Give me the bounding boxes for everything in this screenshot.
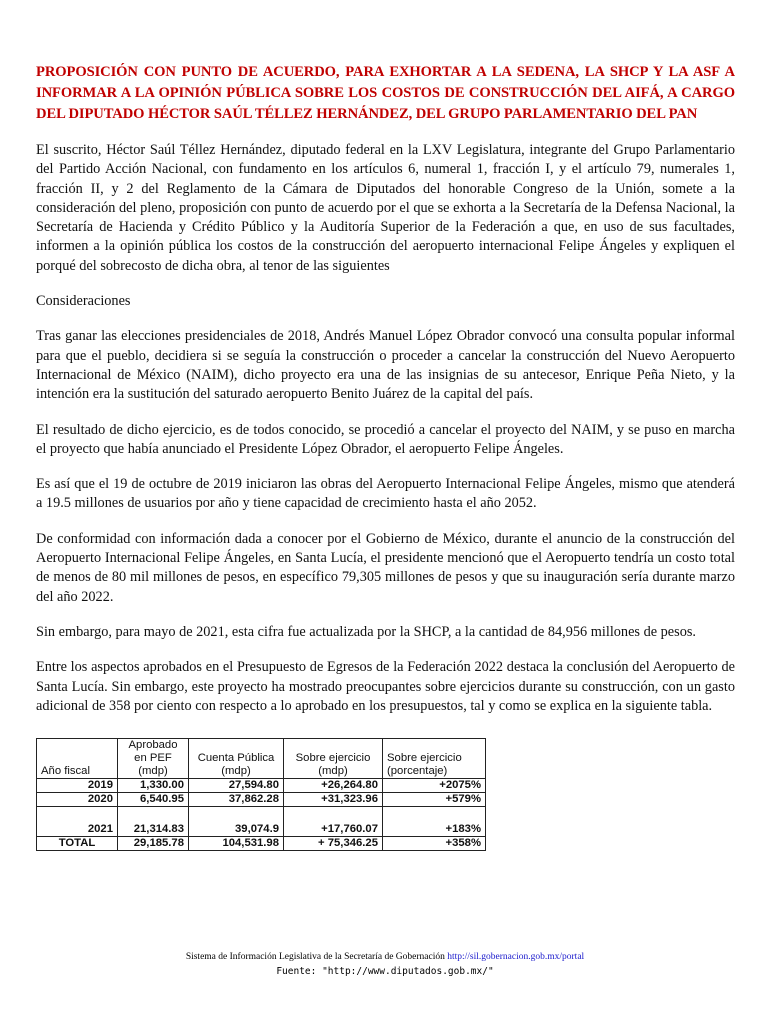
cell-overspend-mdp: +26,264.80 <box>284 779 383 793</box>
table-row <box>37 793 486 807</box>
section-heading: Consideraciones <box>36 293 131 310</box>
footer-source-text: Sistema de Información Legislativa de la Secretaría de Gobernación <box>185 952 445 962</box>
cell-approved: 21,314.83 <box>118 807 189 837</box>
header-cell-year: Año fiscal <box>37 739 118 779</box>
cell-overspend-mdp: +31,323.96 <box>284 793 383 807</box>
header-cell-overspend-percent <box>383 739 486 779</box>
cell-overspend-percent: +183% <box>383 807 486 837</box>
header-line: (porcentaje) <box>387 765 448 778</box>
cell-approved: 29,185.78 <box>118 837 189 851</box>
header-cell-overspend-mdp <box>284 739 383 779</box>
intro-paragraph: El suscrito, Héctor Saúl Téllez Hernández, diputado federal en la LXV Legislatura, integrante del Grupo Parlamentario del Partido Acción Nacional, con fundamento en los artículos 6, numeral 1, fracción I, y el artículo 79, numerales 1, fracción II, y 2 del Reglamento de la Cámara de Diputados del honorable Congreso de la Unión, somete a la consideración del pleno, proposición con punto de acuerdo por el que se exhorta a la Secretaría de la Defensa Nacional, la Secretaría de Hacienda y Crédito Público y la Auditoría Superior de la Federación a que, en uso de sus facultades, informen a la opinión pública los costos de la construcción del aeropuerto internacional Felipe Ángeles y expliquen el porqué del sobrecosto de dicha obra, al tenor de las siguientes <box>36 142 735 274</box>
header-line: Aprobado <box>128 739 178 752</box>
header-line: (mdp) <box>138 765 168 778</box>
cell-overspend-mdp: +17,760.07 <box>284 807 383 837</box>
header-line: Sobre ejercicio <box>295 752 371 765</box>
cell-public-account: 27,594.80 <box>189 779 284 793</box>
document-title: PROPOSICIÓN CON PUNTO DE ACUERDO, PARA EXHORTAR A LA SEDENA, LA SHCP Y LA ASF A INFORMAR A LA OPINIÓN PÚBLICA SOBRE LOS COSTOS DE CONSTRUCCIÓN DEL AIFÁ, A CARGO DEL DIPUTADO HÉCTOR SAÚL TÉLLEZ HERNÁNDEZ, DEL GRUPO PARLAMENTARIO DEL PAN <box>36 64 735 122</box>
cell-year: 2020 <box>37 793 118 807</box>
table-header-row <box>37 739 486 779</box>
budget-table <box>36 738 486 851</box>
cell-public-account: 37,862.28 <box>189 793 284 807</box>
header-cell-approved <box>118 739 189 779</box>
cell-overspend-mdp: + 75,346.25 <box>284 837 383 851</box>
paragraph: Tras ganar las elecciones presidenciales de 2018, Andrés Manuel López Obrador convocó una consulta popular informal para que el pueblo, decidiera si se seguía la construcción o proceder a cancelar la construcción del Nuevo Aeropuerto Internacional de México (NAIM), dicho proyecto era una de las insignias de su antecesor, Enrique Peña Nieto, y la intención era la sustitución del saturado aeropuerto Benito Juárez de la capital del país. <box>36 328 735 403</box>
header-line: en PEF <box>134 752 172 765</box>
footer-url-line: Fuente: "http://www.diputados.gob.mx/" <box>276 966 494 977</box>
paragraph: Sin embargo, para mayo de 2021, esta cifra fue actualizada por la SHCP, a la cantidad de 84,956 millones de pesos. <box>36 623 696 640</box>
table-total-row <box>37 837 486 851</box>
paragraph: El resultado de dicho ejercicio, es de todos conocido, se procedió a cancelar el proyecto del NAIM, y se puso en marcha el proyecto que había anunciado el Presidente López Obrador, el aeropuerto Felipe Ángeles. <box>36 421 735 457</box>
header-line: (mdp) <box>318 765 348 778</box>
paragraph: Es así que el 19 de octubre de 2019 iniciaron las obras del Aeropuerto Internacional Felipe Ángeles, mismo que atenderá a 19.5 millones de usuarios por año y tiene capacidad de crecimiento hasta el año 2052. <box>36 476 735 512</box>
header-line: Sobre ejercicio <box>387 752 462 765</box>
paragraph: Entre los aspectos aprobados en el Presupuesto de Egresos de la Federación 2022 destaca la conclusión del Aeropuerto de Santa Lucía. Sin embargo, este proyecto ha mostrado preocupantes sobre ejercicios durante su construcción, con un gasto adicional de 358 por ciento con respecto a lo aprobado en los presupuestos, tal y como se explica en la siguiente tabla. <box>36 659 735 714</box>
cell-year: 2021 <box>37 807 118 837</box>
page-footer <box>0 952 770 977</box>
cell-public-account: 104,531.98 <box>189 837 284 851</box>
cell-approved: 6,540.95 <box>118 793 189 807</box>
cell-approved: 1,330.00 <box>118 779 189 793</box>
cell-overspend-percent: +358% <box>383 837 486 851</box>
header-cell-public-account <box>189 739 284 779</box>
document-page <box>36 62 735 851</box>
paragraph: De conformidad con información dada a conocer por el Gobierno de México, durante el anuncio de la construcción del Aeropuerto Internacional Felipe Ángeles, en Santa Lucía, el presidente mencionó que el Aeropuerto tendría un costo total de menos de 80 mil millones de pesos, en específico 79,305 millones de pesos y que su inauguración sería durante marzo del año 2022. <box>36 530 735 605</box>
header-line: Cuenta Pública <box>197 752 275 765</box>
table-row <box>37 779 486 793</box>
cell-year: 2019 <box>37 779 118 793</box>
cell-total-label: TOTAL <box>37 837 118 851</box>
header-line: (mdp) <box>221 765 251 778</box>
table-row <box>37 807 486 837</box>
footer-source-link[interactable]: http://sil.gobernacion.gob.mx/portal <box>447 952 585 962</box>
cell-overspend-percent: +579% <box>383 793 486 807</box>
cell-overspend-percent: +2075% <box>383 779 486 793</box>
cell-public-account: 39,074.9 <box>189 807 284 837</box>
footer-source-line <box>0 952 770 962</box>
